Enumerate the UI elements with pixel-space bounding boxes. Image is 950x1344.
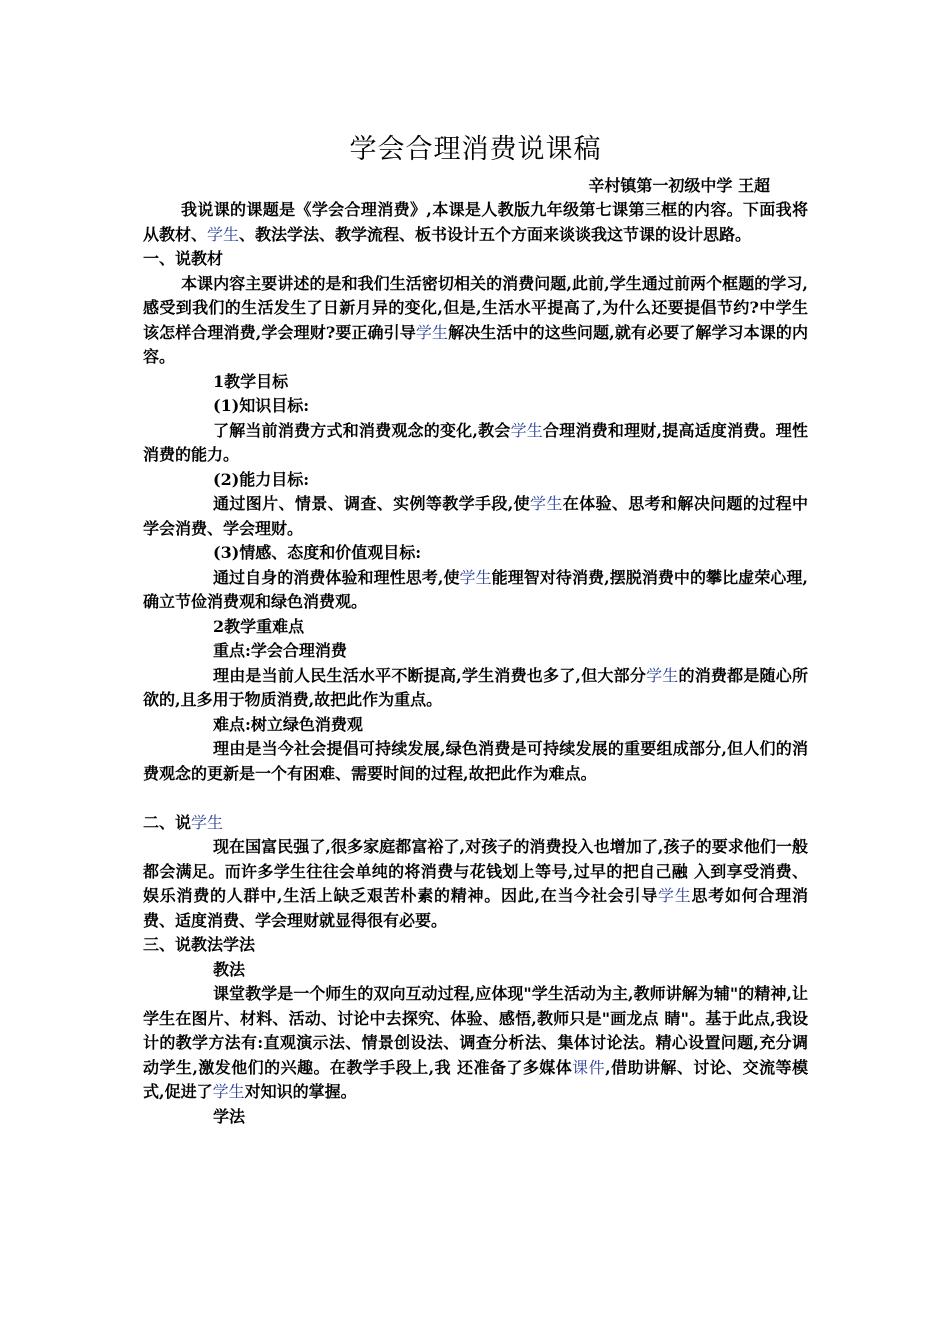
paragraph [143,835,808,933]
paragraph-text: ,借助讲解、讨论、交流等模式,促进了 [143,1057,808,1101]
paragraph-text: 课堂教学是一个师生的双向互动过程,应体现"学生活动为主,教师讲解为辅"的精神,让学生在图片、材料、活动、讨论中去探究、体验、感悟,教师只是"画龙点 睛"。基于此点,我设计的教学方法有:直观演示法、情景创设法、调查分析法、集体讨论法。精心设置问题,充分调动学生,激发他们的兴趣。在教学手段上,我 还准备了多媒体 [143,984,808,1077]
keyword-link[interactable]: 学生 [415,322,449,342]
paragraph-text: 二、说 [143,812,192,832]
paragraph [143,394,808,419]
paragraph [143,933,808,958]
keyword-link[interactable]: 学生 [212,1082,245,1101]
blank-line [143,786,808,811]
paragraph [143,811,808,836]
paragraph-text: 思考如何合理消费、适度消费、学会理财就显得很有必要。 [143,886,808,930]
paragraph [143,468,808,493]
paragraph-text: (3)情感、态度和价值观目标: [213,543,422,562]
keyword-link[interactable]: 学生 [510,420,544,440]
keyword-link[interactable]: 学生 [530,494,563,513]
paragraph-text: 合理消费和理财,提高适度消费。理性消费的能力。 [143,420,808,464]
paragraph [143,566,808,615]
paragraph-text: 通过自身的消费体验和理性思考,使 [213,567,460,587]
paragraph-text: 解决生活中的这些问题,就有必要了解学习本课的内容。 [143,322,808,366]
paragraph-text: (2)能力目标: [213,469,310,489]
paragraph-text: 重点:学会合理消费 [213,641,347,660]
paragraph [143,639,808,664]
keyword-link[interactable]: 学生 [459,567,492,587]
paragraph-text: 的消费都是随心所欲的,且多用于物质消费,故把此作为重点。 [143,665,808,709]
paragraph-text: 难点:树立绿色消费观 [213,714,363,734]
paragraph [143,198,808,247]
document-body [143,198,808,1129]
paragraph-text: 理由是当今社会提倡可持续发展,绿色消费是可持续发展的重要组成部分,但人们的消费观念的更新是一个有困难、需要时间的过程,故把此作为难点。 [143,739,808,783]
paragraph-text: 学法 [213,1106,246,1126]
paragraph-text: 在体验、思考和解决问题的过程中学会消费、学会理财。 [143,494,808,538]
keyword-link[interactable]: 学生 [658,886,692,905]
document-title: 学会合理消费说课稿 [349,134,602,165]
keyword-link[interactable]: 学生 [207,224,240,244]
paragraph-text: 对知识的掌握。 [244,1082,357,1101]
paragraph [143,982,808,1105]
paragraph-text: 能理智对待消费,摆脱消费中的攀比虚荣心理,确立节俭消费观和绿色消费观。 [143,567,808,611]
paragraph-text: (1)知识目标: [213,396,310,415]
paragraph-text: 一、说教材 [143,249,224,268]
keyword-link[interactable]: 学生 [646,665,679,685]
paragraph [143,737,808,786]
document-page [143,130,808,1129]
paragraph-text: 现在国富民强了,很多家庭都富裕了,对孩子的消费投入也增加了,孩子的要求他们一般都会满足。而许多学生往往会单纯的将消费与花钱划上等号,过早的把自己融 入到享受消费、娱乐消费的人群中,生活上缺乏艰苦朴素的精神。因此,在当今社会引导 [143,837,808,905]
paragraph [143,541,808,566]
paragraph [143,272,808,370]
paragraph [143,1105,808,1130]
paragraph [143,492,808,541]
paragraph-text: 理由是当前人民生活水平不断提高,学生消费也多了,但大部分 [213,665,647,685]
paragraph-text: 1教学目标 [213,371,289,391]
paragraph [143,713,808,738]
paragraph-text: 2教学重难点 [213,616,305,636]
paragraph-text: 了解当前消费方式和消费观念的变化,教会 [213,420,511,440]
paragraph-text: 教法 [213,959,246,979]
paragraph [143,419,808,468]
paragraph [143,247,808,272]
paragraph [143,664,808,713]
paragraph [143,615,808,640]
paragraph-text: 三、说教法学法 [143,935,256,954]
paragraph-text: 通过图片、情景、调查、实例等教学手段,使 [213,494,531,513]
paragraph-text: 我说课的课题是《学会合理消费》,本课是人教版九年级第七课第三框的内容。下面我将从教材、 [143,200,808,244]
paragraph-text: 本课内容主要讲述的是和我们生活密切相关的消费问题,此前,学生通过前两个框题的学习,感受到我们的生活发生了日新月异的变化,但是,生活水平提高了,为什么还要提倡节约?中学生该怎样合理消费,学会理财?要正确引导 [143,273,808,342]
paragraph [143,958,808,983]
author-line: 辛村镇第一初级中学 王超 [588,176,770,195]
paragraph [143,370,808,395]
keyword-link[interactable]: 课件 [572,1057,606,1077]
paragraph-text: 、教法学法、教学流程、板书设计五个方面来谈谈我这节课的设计思路。 [239,224,752,244]
keyword-link[interactable]: 学生 [191,812,224,832]
